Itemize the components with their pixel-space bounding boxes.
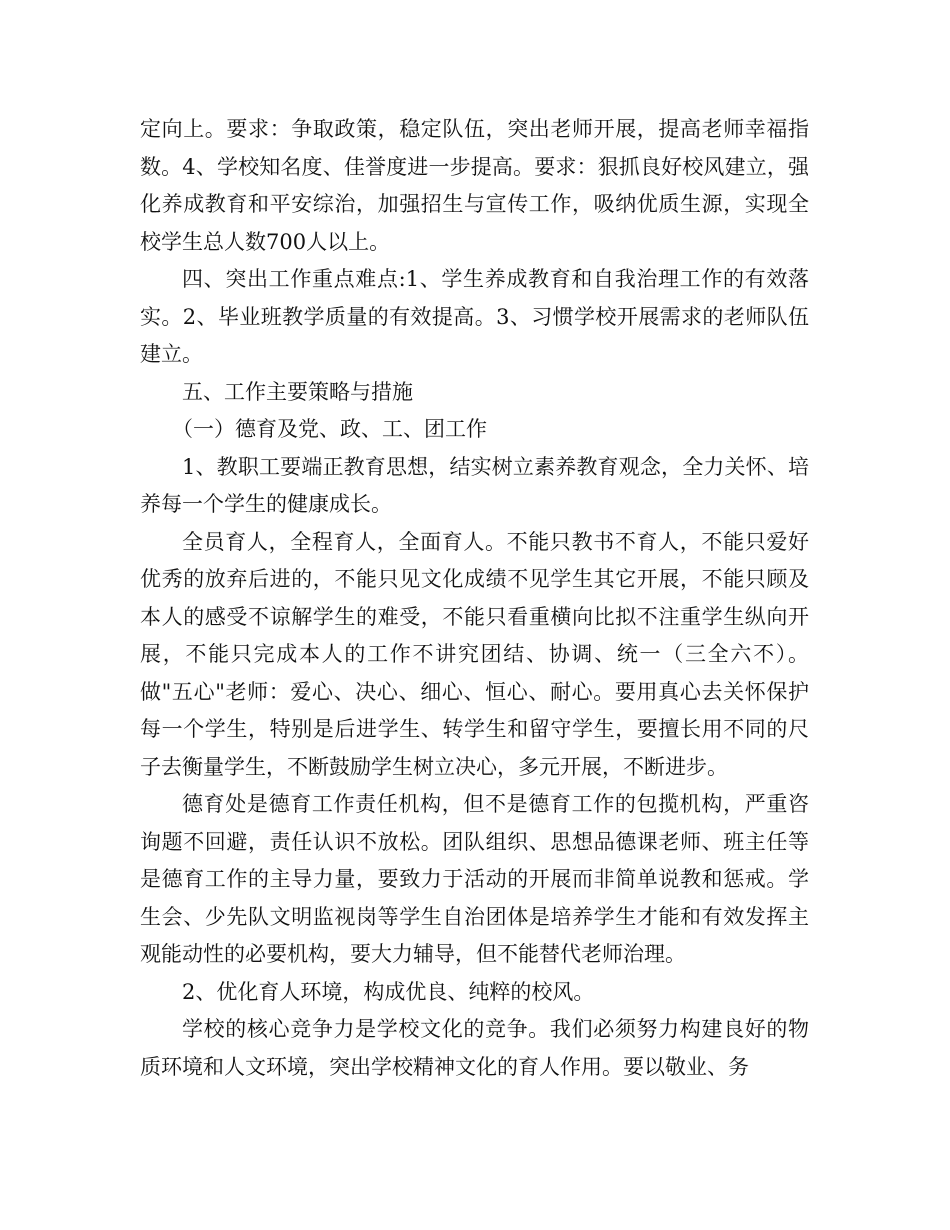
paragraph-item-1: 1、教职工要端正教育思想，结实树立素养教育观念，全力关怀、培养每一个学生的健康成长。 <box>140 454 809 516</box>
paragraph-goals-continued: 定向上。要求：争取政策，稳定队伍，突出老师开展，提高老师幸福指数。4、学校知名度、佳誉度进一步提高。要求：狠抓良好校风建立，强化养成教育和平安综治，加强招生与宣传工作，吸纳优质生源，实现全校学生总人数700人以上。 <box>140 117 809 254</box>
paragraph-key-difficulties: 四、突出工作重点难点:1、学生养成教育和自我治理工作的有效落实。2、毕业班教学质量的有效提高。3、习惯学校开展需求的老师队伍建立。 <box>140 267 809 366</box>
subsection-heading-moral-education: （一）德育及党、政、工、团工作 <box>172 417 487 441</box>
section-heading-strategies: 五、工作主要策略与措施 <box>182 379 413 404</box>
paragraph-item-2: 2、优化育人环境，构成优良、纯粹的校风。 <box>182 979 595 1004</box>
paragraph-school-culture: 学校的核心竞争力是学校文化的竞争。我们必须努力构建良好的物质环境和人文环境，突出学校精神文化的育人作用。要以敬业、务 <box>140 1017 809 1079</box>
paragraph-all-round-education: 全员育人，全程育人，全面育人。不能只教书不育人，不能只爱好优秀的放弃后进的，不能只见文化成绩不见学生其它开展，不能只顾及本人的感受不谅解学生的难受，不能只看重横向比拟不注重学生纵向开展，不能只完成本人的工作不讲究团结、协调、统一（三全六不）。做"五心"老师：爱心、决心、细心、恒心、耐心。要用真心去关怀保护每一个学生，特别是后进学生、转学生和留守学生，要擅长用不同的尺子去衡量学生，不断鼓励学生树立决心，多元开展，不断进步。 <box>140 529 809 779</box>
paragraph-moral-office: 德育处是德育工作责任机构，但不是德育工作的包揽机构，严重咨询题不回避，责任认识不放松。团队组织、思想品德课老师、班主任等是德育工作的主导力量，要致力于活动的开展而非简单说教和惩戒。学生会、少先队文明监视岗等学生自治团体是培养学生才能和有效发挥主观能动性的必要机构，要大力辅导，但不能替代老师治理。 <box>140 792 809 966</box>
